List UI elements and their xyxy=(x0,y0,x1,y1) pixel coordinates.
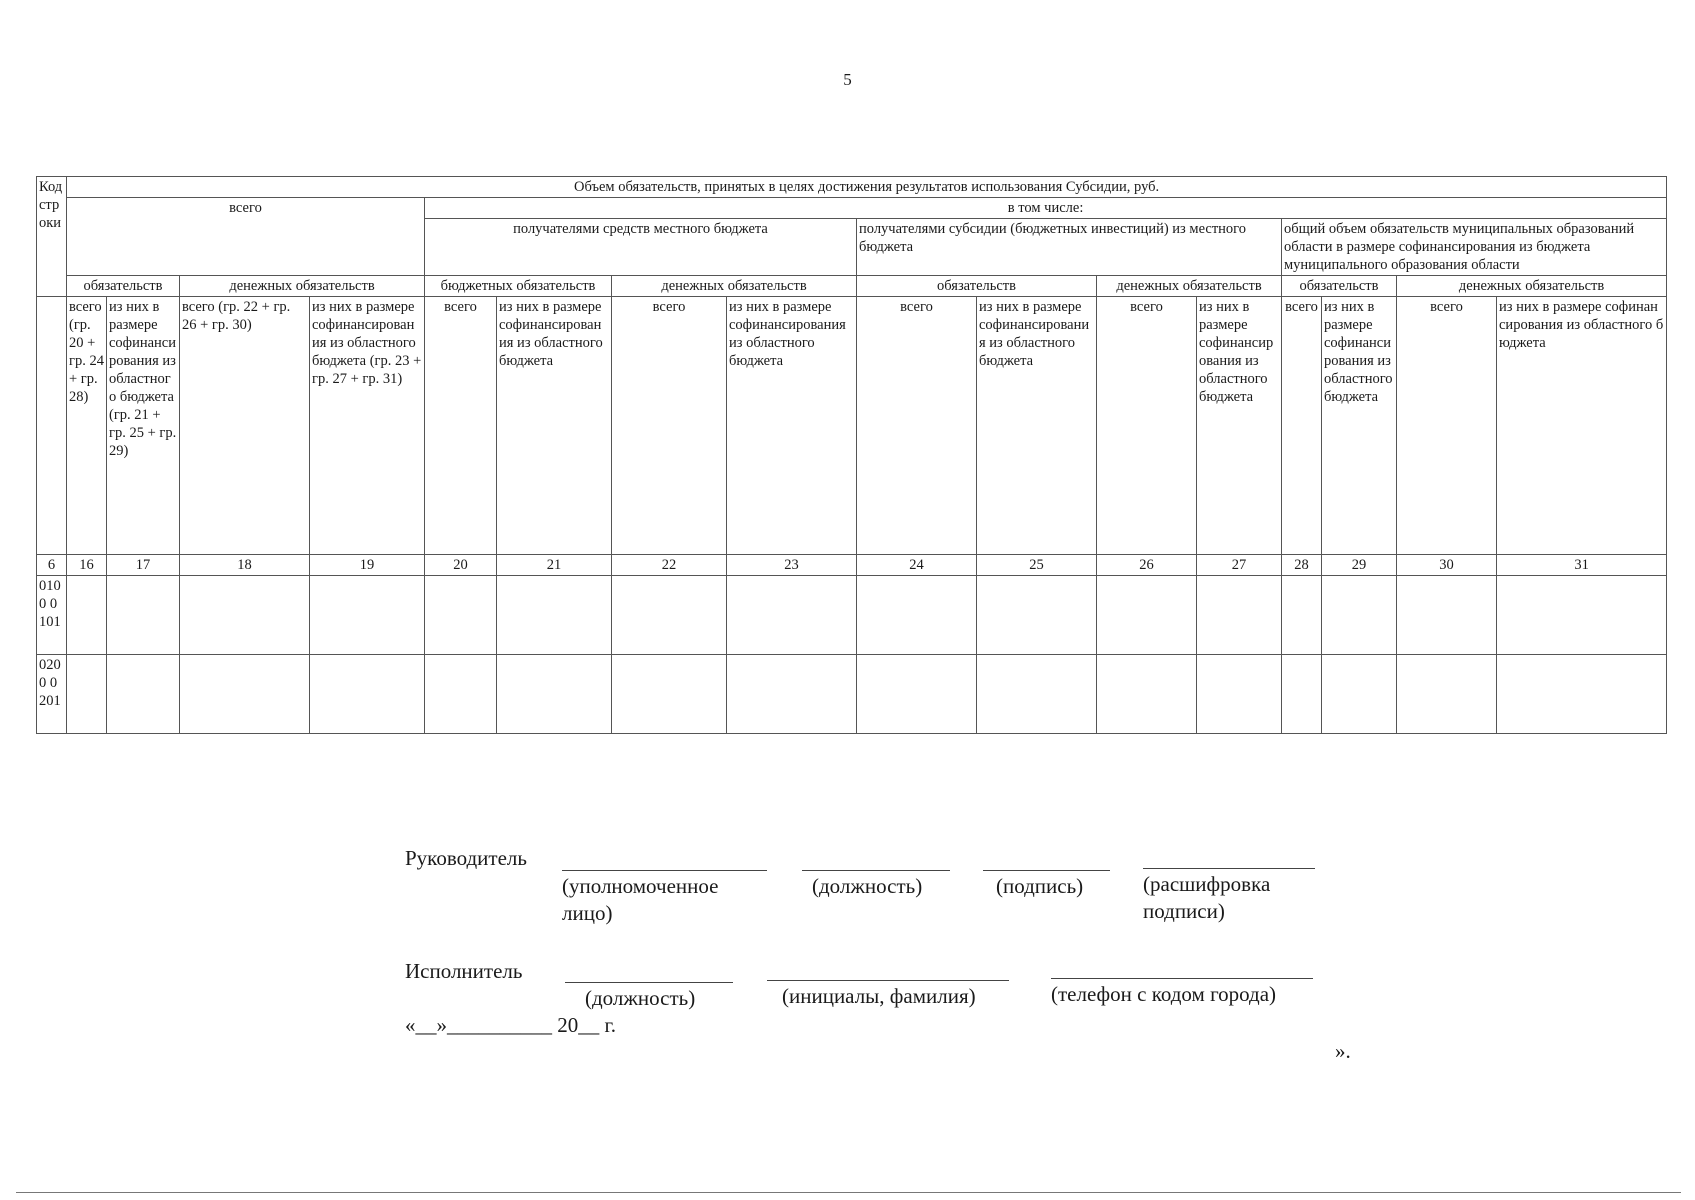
head-sign-line xyxy=(983,870,1110,871)
header-row-4 xyxy=(37,276,1667,297)
table-row xyxy=(37,576,1667,655)
col-number: 28 xyxy=(1282,555,1322,576)
exec-name-line xyxy=(767,980,1009,981)
col-number: 23 xyxy=(727,555,857,576)
col-23-label: из них в размере софинансирования из областного бюджета xyxy=(727,297,857,555)
table-cell xyxy=(857,576,977,655)
col-16-label: всего (гр. 20 + гр. 24 + гр. 28) xyxy=(67,297,107,555)
table-cell xyxy=(425,576,497,655)
col-number: 6 xyxy=(37,555,67,576)
header-row-1 xyxy=(37,177,1667,198)
table-cell xyxy=(1397,576,1497,655)
head-field-signature: (подпись) xyxy=(996,874,1084,898)
table-cell xyxy=(1497,655,1667,734)
row-code: 0100 0101 xyxy=(37,576,67,655)
col-24-label: всего xyxy=(857,297,977,555)
table-cell xyxy=(1322,655,1397,734)
exec-phone-line xyxy=(1051,978,1313,979)
exec-field-phone: (телефон с кодом города) xyxy=(1051,982,1277,1006)
exec-position-line xyxy=(565,982,733,983)
table-cell xyxy=(1282,655,1322,734)
table-cell xyxy=(727,576,857,655)
code-header: Код строки xyxy=(37,177,67,297)
column-number-row xyxy=(37,555,1667,576)
total-monetary-header: денежных обязательств xyxy=(180,276,425,297)
col-number: 16 xyxy=(67,555,107,576)
total-header: всего xyxy=(67,198,425,276)
col-number: 25 xyxy=(977,555,1097,576)
municipal-obligations-header: обязательств xyxy=(1282,276,1397,297)
table-cell xyxy=(612,655,727,734)
table-cell xyxy=(67,655,107,734)
table-cell xyxy=(1197,576,1282,655)
subsidy-obligations-header: обязательств xyxy=(857,276,1097,297)
col-31-label: из них в размере софинансирования из областного бюджета xyxy=(1497,297,1667,555)
col-27-label: из них в размере софинансирования из областного бюджета xyxy=(1197,297,1282,555)
table-cell xyxy=(857,655,977,734)
page-number: 5 xyxy=(843,70,852,89)
col-number: 29 xyxy=(1322,555,1397,576)
main-header: Объем обязательств, принятых в целях достижения результатов использования Субсидии, руб. xyxy=(67,177,1667,198)
table-cell xyxy=(180,655,310,734)
local-monetary-header: денежных обязательств xyxy=(612,276,857,297)
head-position-line xyxy=(802,870,950,871)
col-number: 21 xyxy=(497,555,612,576)
table-cell xyxy=(977,576,1097,655)
col-29-label: из них в размере софинансирования из областного бюджета xyxy=(1322,297,1397,555)
code-subheader-blank xyxy=(37,297,67,555)
col-26-label: всего xyxy=(1097,297,1197,555)
head-field-authorized: (уполномоченное лицо) xyxy=(562,874,719,925)
table-cell xyxy=(497,655,612,734)
col-number: 31 xyxy=(1497,555,1667,576)
total-obligations-header: обязательств xyxy=(67,276,180,297)
obligations-table xyxy=(36,176,1667,734)
executor-label: Исполнитель xyxy=(405,959,523,983)
table-cell xyxy=(1397,655,1497,734)
head-decode-line xyxy=(1143,868,1315,869)
col-number: 30 xyxy=(1397,555,1497,576)
table-cell xyxy=(1097,655,1197,734)
head-field-position: (должность) xyxy=(812,874,923,898)
table-row xyxy=(37,655,1667,734)
col-19-label: из них в размере софинансирования из областного бюджета (гр. 23 + гр. 27 + гр. 31) xyxy=(310,297,425,555)
table-cell xyxy=(1197,655,1282,734)
row-code: 0200 0201 xyxy=(37,655,67,734)
header-row-5 xyxy=(37,297,1667,555)
col-28-label: всего xyxy=(1282,297,1322,555)
table-cell xyxy=(1497,576,1667,655)
local-budget-obligations-header: бюджетных обязательств xyxy=(425,276,612,297)
group-municipal-total: общий объем обязательств муниципальных образований области в размере софинансирования из бюджета муниципального образования области xyxy=(1282,219,1667,276)
group-local-budget-recipients: получателями средств местного бюджета xyxy=(425,219,857,276)
head-field-decode: (расшифровка подписи) xyxy=(1143,872,1271,923)
bottom-rule xyxy=(16,1192,1681,1193)
closing-quote: ». xyxy=(1335,1039,1351,1063)
col-number: 27 xyxy=(1197,555,1282,576)
table-cell xyxy=(425,655,497,734)
head-label: Руководитель xyxy=(405,846,527,870)
table-cell xyxy=(310,655,425,734)
col-number: 24 xyxy=(857,555,977,576)
col-number: 18 xyxy=(180,555,310,576)
table-cell xyxy=(107,655,180,734)
col-21-label: из них в размере софинансирования из областного бюджета xyxy=(497,297,612,555)
table-cell xyxy=(107,576,180,655)
municipal-monetary-header: денежных обязательств xyxy=(1397,276,1667,297)
exec-field-position: (должность) xyxy=(585,986,696,1010)
table-cell xyxy=(612,576,727,655)
col-22-label: всего xyxy=(612,297,727,555)
date-line: «__»__________ 20__ г. xyxy=(405,1013,616,1037)
including-header: в том числе: xyxy=(425,198,1667,219)
group-subsidy-recipients: получателями субсидии (бюджетных инвестиций) из местного бюджета xyxy=(857,219,1282,276)
table-cell xyxy=(1322,576,1397,655)
col-number: 17 xyxy=(107,555,180,576)
col-18-label: всего (гр. 22 + гр. 26 + гр. 30) xyxy=(180,297,310,555)
table-cell xyxy=(1282,576,1322,655)
col-number: 22 xyxy=(612,555,727,576)
table-cell xyxy=(310,576,425,655)
col-number: 26 xyxy=(1097,555,1197,576)
table-cell xyxy=(1097,576,1197,655)
header-row-2 xyxy=(37,198,1667,219)
col-20-label: всего xyxy=(425,297,497,555)
exec-field-name: (инициалы, фамилия) xyxy=(782,984,976,1008)
col-30-label: всего xyxy=(1397,297,1497,555)
col-25-label: из них в размере софинансирования из областного бюджета xyxy=(977,297,1097,555)
table-cell xyxy=(727,655,857,734)
subsidy-monetary-header: денежных обязательств xyxy=(1097,276,1282,297)
table-cell xyxy=(497,576,612,655)
table-cell xyxy=(180,576,310,655)
col-number: 20 xyxy=(425,555,497,576)
col-17-label: из них в размере софинансирования из областного бюджета (гр. 21 + гр. 25 + гр. 29) xyxy=(107,297,180,555)
col-number: 19 xyxy=(310,555,425,576)
table-cell xyxy=(977,655,1097,734)
head-signature-line xyxy=(562,870,767,871)
table-cell xyxy=(67,576,107,655)
